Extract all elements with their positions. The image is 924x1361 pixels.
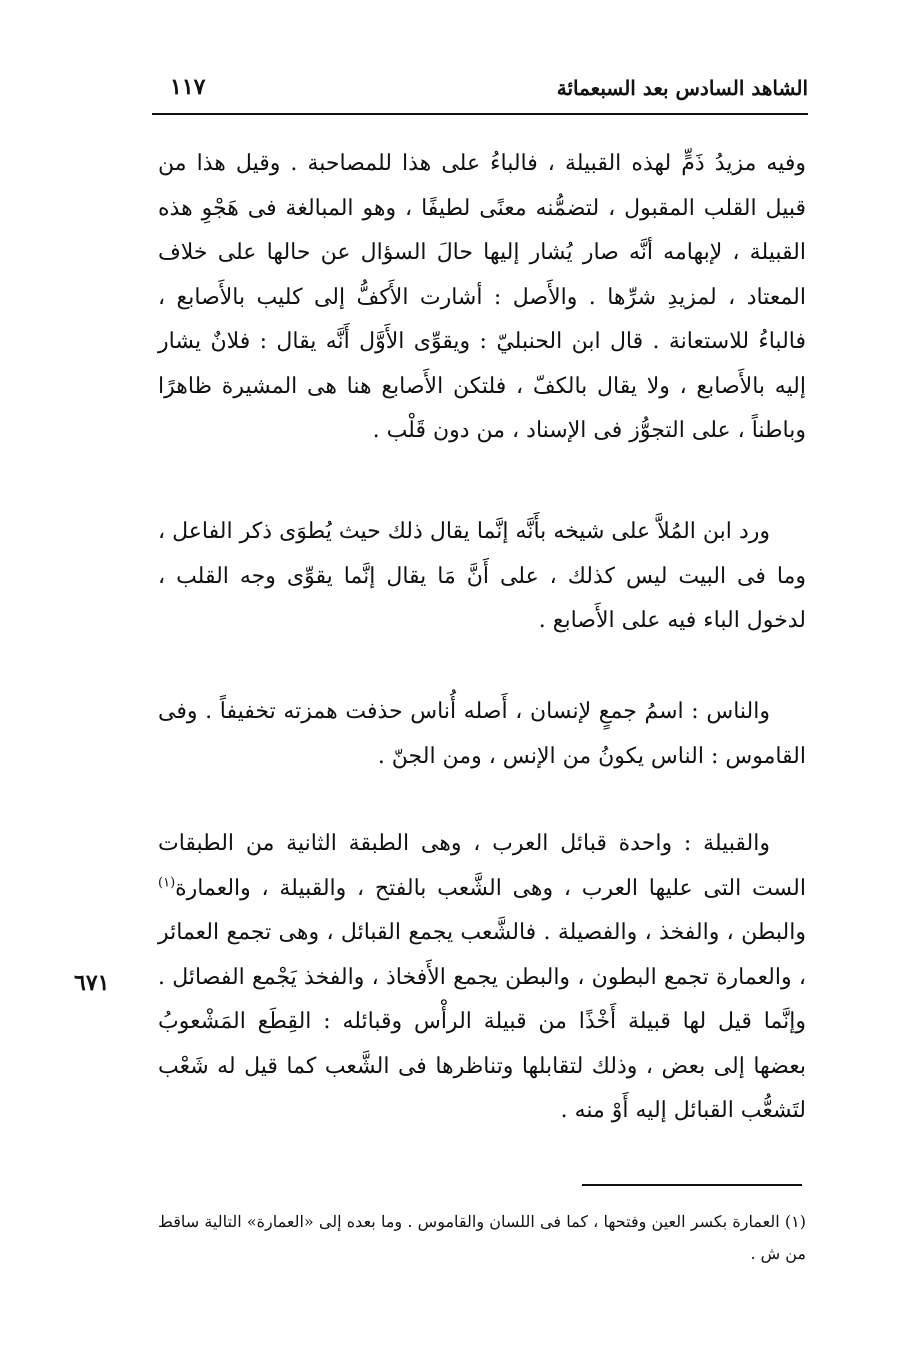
paragraph-3: والناس : اسمُ جمعٍ لإنسان ، أَصله أُناس حذفت همزته تخفيفاً . وفى القاموس : الناس يكونُ من الإنس ، ومن الجنّ . xyxy=(158,699,806,769)
paragraph-4 xyxy=(158,822,806,1134)
footnote-reference: (١) xyxy=(158,875,176,891)
paragraph-1: وفيه مزيدُ ذَمٍّ لهذه القبيلة ، فالباءُ على هذا للمصاحبة . وقيل هذا من قبيل القلب المقبول ، لتضمُّنه معنًى لطيفًا ، وهو المبالغة فى هَجْوِ هذه القبيلة ، لإبهامه أنَّه صار يُشار إليها حالَ السؤال عن حالها على خلاف المعتاد ، لمزيدِ شرِّها . والأَصل : أشارت الأَكفُّ إلى كليب بالأَصابع ، فالباءُ للاستعانة . قال ابن الحنبليّ : ويقوِّى الأَوَّل أَنَّه يقال : فلانٌ يشار إليه بالأَصابع ، ولا يقال بالكفّ ، فلتكن الأَصابع هنا هى المشيرة ظاهرًا وباطناً ، على التجوُّز فى الإسناد ، من دون قَلْب . xyxy=(158,151,806,443)
running-title: الشاهد السادس بعد السبعمائة xyxy=(556,76,808,100)
footnote: (١) العمارة بكسر العين وفتحها ، كما فى اللسان والقاموس . وما بعده إلى «العمارة» التالية ساقط من ش . xyxy=(158,1212,806,1263)
page-number: ١١٧ xyxy=(170,74,206,100)
margin-number: ٦٧١ xyxy=(74,970,110,996)
paragraph-4-text-a: والقبيلة : واحدة قبائل العرب ، وهى الطبقة الثانية من الطبقات الست التى عليها العرب ، وهى الشَّعب بالفتح ، والقبيلة ، والعمارة xyxy=(158,831,806,901)
paragraph-2: ورد ابن المُلاَّ على شيخه بأَنَّه إنَّما يقال ذلك حيث يُطوَى ذكر الفاعل ، وما فى البيت ليس كذلك ، على أَنَّ مَا يقال إنَّما يقوِّى وجه القلب ، لدخول الباء فيه على الأَصابع . xyxy=(158,519,806,633)
paragraph-4-text-b: والبطن ، والفخذ ، والفصيلة . فالشَّعب يجمع القبائل ، وهى تجمع العمائر ، والعمارة تجمع البطون ، والبطن يجمع الأَفخاذ ، والفخذ يَجْمع الفصائل . وإنَّما قيل لها قبيلة أَخْذًا من قبيلة الرأْس وقبائله : القِطَع المَشْعوبُ بعضها إلى بعض ، وذلك لتقابلها وتناظرها فى الشَّعب كما قيل له شَعْب لتَشعُّب القبائل إليه أَوْ منه . xyxy=(158,920,806,1123)
footnote-rule xyxy=(582,1184,802,1186)
header-rule xyxy=(152,113,808,115)
page-header xyxy=(152,68,808,112)
